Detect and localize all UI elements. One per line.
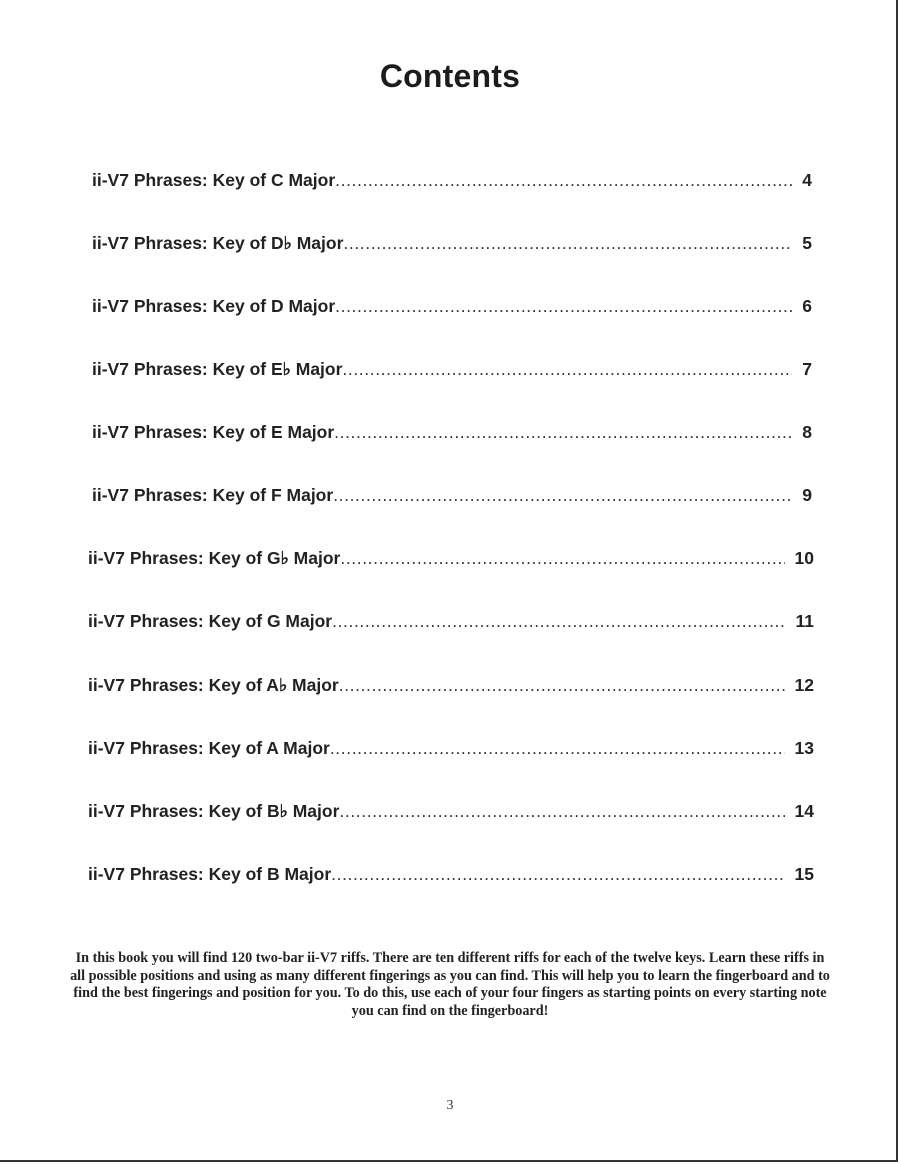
toc-entry-page: 14 (794, 801, 814, 821)
toc-entry-page: 13 (794, 738, 814, 758)
toc-entry-page: 6 (802, 296, 812, 316)
toc-entry[interactable] (88, 864, 814, 888)
toc-entry-page: 4 (802, 170, 812, 190)
toc-entry-label: ii-V7 Phrases: Key of C Major (92, 170, 336, 190)
toc-entry-page: 12 (794, 675, 814, 695)
toc-leader-dots (342, 359, 792, 380)
toc-entry-page: 10 (794, 548, 814, 568)
toc-entry[interactable] (92, 170, 812, 194)
toc-entry[interactable] (88, 738, 814, 762)
intro-paragraph: In this book you will find 120 two-bar ii-V7 riffs. There are ten different riffs for each of the twelve keys. Learn these riffs in all possible positions and using as many different fingerings as you can find. This will help you to learn the fingerboard and to find the best fingerings and position for you. To do this, use each of your four fingers as starting points on every starting note you can find on the fingerboard! (70, 950, 830, 1019)
toc-leader-dots (335, 296, 792, 317)
toc-entry[interactable] (92, 296, 812, 320)
toc-entry-page: 8 (802, 422, 812, 442)
toc-entry[interactable] (92, 359, 812, 383)
toc-leader-dots (334, 422, 792, 443)
toc-entry[interactable] (92, 422, 812, 446)
toc-entry-label: ii-V7 Phrases: Key of E♭ Major (92, 359, 343, 379)
toc-entry-page: 5 (802, 233, 812, 253)
toc-entry[interactable] (88, 548, 814, 572)
toc-entry[interactable] (92, 485, 812, 509)
toc-entry-label: ii-V7 Phrases: Key of E Major (92, 422, 335, 442)
toc-leader-dots (339, 675, 785, 696)
toc-entry-label: ii-V7 Phrases: Key of F Major (92, 485, 334, 505)
toc-leader-dots (340, 548, 784, 569)
toc-entry-label: ii-V7 Phrases: Key of B Major (88, 864, 332, 884)
toc-entry[interactable] (88, 675, 814, 699)
toc-entry[interactable] (92, 233, 812, 257)
toc-entry-label: ii-V7 Phrases: Key of G♭ Major (88, 548, 341, 568)
toc-entry-label: ii-V7 Phrases: Key of A Major (88, 738, 330, 758)
toc-leader-dots (332, 611, 785, 632)
toc-entry-page: 9 (802, 485, 812, 505)
toc-leader-dots (343, 233, 792, 254)
toc-entry-label: ii-V7 Phrases: Key of A♭ Major (88, 675, 339, 695)
toc-entry[interactable] (88, 611, 814, 635)
page-number: 3 (446, 1098, 454, 1113)
toc-leader-dots (331, 864, 784, 885)
toc-entry-page: 11 (795, 611, 814, 631)
toc-leader-dots (330, 738, 785, 759)
toc-entry-page: 15 (794, 864, 814, 884)
toc-entry-label: ii-V7 Phrases: Key of D♭ Major (92, 233, 344, 253)
toc-entry-label: ii-V7 Phrases: Key of B♭ Major (88, 801, 340, 821)
toc-entry-label: ii-V7 Phrases: Key of G Major (88, 611, 333, 631)
toc-leader-dots (339, 801, 784, 822)
toc-entry-page: 7 (802, 359, 812, 379)
toc-leader-dots (335, 170, 792, 191)
toc-entry[interactable] (88, 801, 814, 825)
toc-entry-label: ii-V7 Phrases: Key of D Major (92, 296, 336, 316)
toc-leader-dots (333, 485, 792, 506)
page-title: Contents (379, 58, 521, 94)
